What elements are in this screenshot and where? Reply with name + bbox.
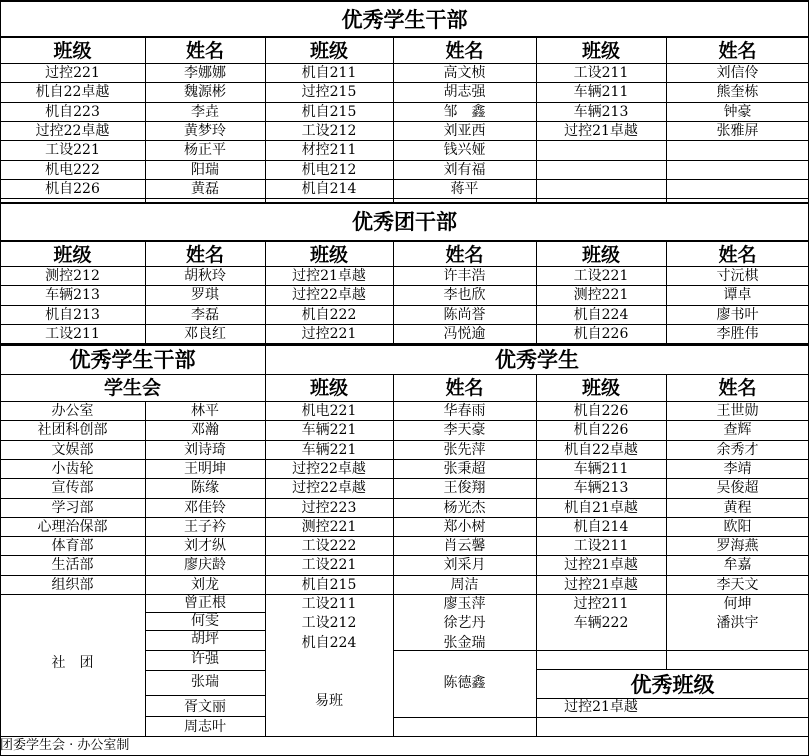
grid-line	[0, 305, 809, 306]
grid-line	[0, 555, 809, 556]
club-name-cell: 许强	[191, 651, 219, 667]
class-cell: 过控215	[301, 84, 357, 101]
class-cell: 工设212	[301, 615, 357, 632]
name-cell	[666, 141, 809, 160]
name-cell: 邓良红	[184, 325, 226, 342]
header-name: 姓名	[445, 377, 484, 399]
class-cell: 机自214	[573, 518, 629, 535]
name-cell: 阳瑞	[191, 161, 219, 178]
grid-line	[0, 102, 809, 103]
class-cell	[536, 141, 666, 160]
grid-line	[0, 594, 809, 595]
class-cell: 机自21卓越	[564, 499, 638, 516]
club-label: 社 团	[51, 655, 94, 671]
name-cell: 张金瑞	[443, 634, 486, 651]
name-cell: 陈缘	[191, 480, 219, 497]
grid-line	[0, 0, 809, 2]
name-cell: 谭卓	[723, 287, 752, 304]
name-cell: 周洁	[450, 576, 479, 593]
class-cell: 工设221	[45, 142, 100, 159]
name-cell: 肖云馨	[443, 538, 486, 555]
class-cell: 生活部	[51, 557, 94, 574]
class-cell: 过控221	[45, 65, 100, 81]
name-cell: 廖书叶	[716, 306, 759, 323]
class-cell: 工设222	[301, 538, 357, 555]
name-cell: 黄程	[723, 499, 752, 516]
class-cell: 机自226	[573, 403, 629, 419]
class-cell: 工设211	[573, 538, 629, 555]
header-class: 班级	[53, 40, 92, 62]
grid-line	[0, 344, 809, 346]
grid-line	[265, 344, 266, 736]
grid-line	[145, 240, 146, 344]
name-cell: 钱兴娅	[443, 142, 486, 159]
grid-line	[0, 478, 809, 479]
class-cell: 机自215	[301, 576, 357, 593]
class-cell: 小齿轮	[51, 460, 94, 477]
class-cell: 机自222	[301, 306, 357, 323]
grid-line	[0, 459, 809, 460]
header-class: 班级	[309, 377, 348, 399]
name-cell: 刘信伶	[716, 65, 759, 81]
class-cell: 车辆213	[573, 103, 629, 120]
name-cell: 杨正平	[184, 142, 226, 159]
class-cell: 机自224	[573, 306, 629, 323]
name-cell: 廖玉萍	[443, 596, 486, 612]
club-name-cell: 曾正根	[184, 595, 226, 611]
name-cell: 高文桢	[443, 65, 486, 81]
name-cell: 廖庆龄	[184, 557, 226, 574]
grid-line	[393, 374, 394, 736]
section1-title: 优秀学生干部	[341, 7, 468, 32]
grid-line	[145, 401, 146, 736]
class-cell: 车辆221	[301, 422, 357, 439]
class-cell	[536, 180, 666, 199]
grid-line	[0, 285, 809, 286]
grid-line	[536, 698, 809, 699]
class-cell: 工设221	[301, 557, 357, 574]
class-cell: 机自211	[301, 65, 357, 81]
name-cell: 罗琪	[191, 287, 219, 304]
name-cell: 刘采月	[443, 557, 486, 574]
name-cell: 黄磊	[191, 180, 219, 197]
name-cell	[666, 161, 809, 180]
class-cell: 过控22卓越	[292, 460, 366, 477]
grid-line	[0, 202, 809, 204]
class-cell: 心理治保部	[37, 518, 108, 535]
name-cell: 张先萍	[443, 441, 486, 458]
header-name: 姓名	[445, 40, 484, 62]
grid-line	[0, 575, 809, 576]
name-cell: 李靖	[723, 460, 752, 477]
class-cell: 机自226	[45, 180, 100, 197]
name-cell: 徐艺丹	[443, 615, 486, 632]
student-union-subtitle: 学生会	[103, 377, 161, 399]
header-class: 班级	[53, 244, 92, 266]
yiban-name: 陈德鑫	[443, 675, 486, 691]
class-cell: 体育部	[51, 538, 94, 555]
name-cell: 刘有福	[443, 161, 486, 178]
class-cell: 机自215	[301, 103, 357, 120]
class-cell: 社团科创部	[37, 422, 108, 439]
class-cell: 文娱部	[51, 441, 94, 458]
class-cell: 机电221	[301, 403, 357, 419]
best-class-value: 过控21卓越	[564, 699, 638, 715]
class-cell: 过控223	[301, 499, 357, 516]
class-cell: 学习部	[51, 499, 94, 516]
name-cell: 李胜伟	[716, 325, 759, 342]
name-cell: 刘龙	[191, 576, 219, 593]
name-cell: 李也欣	[443, 287, 486, 304]
grid-line	[536, 36, 537, 202]
class-cell: 过控221	[301, 325, 357, 342]
name-cell: 邓瀚	[191, 422, 219, 439]
grid-line	[265, 240, 266, 344]
grid-line	[0, 63, 809, 64]
grid-line	[0, 536, 809, 537]
grid-line	[0, 36, 809, 38]
grid-line	[0, 401, 809, 402]
class-cell: 车辆211	[573, 460, 629, 477]
name-cell: 黄梦玲	[184, 122, 226, 139]
name-cell: 陈尚誉	[443, 306, 486, 323]
class-cell: 过控211	[573, 596, 629, 612]
name-cell: 寸沅棋	[716, 268, 759, 284]
name-cell: 何坤	[723, 596, 752, 612]
class-cell: 工设212	[301, 122, 357, 139]
best-class-title: 优秀班级	[630, 672, 715, 697]
name-cell: 查辉	[723, 422, 752, 439]
name-cell: 邓佳铃	[184, 499, 226, 516]
section3-right-title: 优秀学生	[495, 347, 579, 372]
section2-title: 优秀团干部	[352, 209, 457, 234]
grid-line	[145, 695, 265, 696]
class-cell: 过控22卓越	[292, 480, 366, 497]
name-cell: 胡秋玲	[184, 268, 226, 284]
name-cell: 许丰浩	[443, 268, 486, 284]
class-cell: 材控211	[301, 142, 357, 159]
grid-line	[0, 498, 809, 499]
name-cell: 吴俊超	[716, 480, 759, 497]
name-cell: 冯悦逾	[443, 325, 486, 342]
name-cell: 罗海燕	[716, 538, 759, 555]
club-name-cell: 何雯	[191, 613, 219, 629]
class-cell: 工设211	[45, 325, 100, 342]
grid-line	[0, 440, 809, 441]
header-class: 班级	[309, 40, 348, 62]
grid-line	[393, 650, 809, 651]
grid-line	[0, 374, 265, 375]
class-cell: 工设221	[573, 268, 629, 284]
name-cell: 刘亚西	[443, 122, 486, 139]
grid-line	[666, 240, 667, 344]
grid-line	[145, 670, 265, 671]
grid-line	[666, 36, 667, 202]
name-cell	[666, 180, 809, 199]
name-cell: 李天豪	[443, 422, 486, 439]
grid-line	[0, 179, 809, 180]
name-cell: 邹 鑫	[443, 103, 486, 120]
class-cell: 机电212	[301, 161, 357, 178]
grid-line	[666, 374, 667, 669]
header-name: 姓名	[185, 244, 224, 266]
name-cell: 李天文	[716, 576, 759, 593]
grid-line	[393, 717, 809, 718]
grid-line	[0, 420, 809, 421]
name-cell: 牟嘉	[723, 557, 752, 574]
name-cell: 潘洪宇	[716, 615, 759, 632]
name-cell: 欧阳	[723, 518, 752, 535]
grid-line	[0, 160, 809, 161]
class-cell: 测控212	[45, 268, 100, 284]
yiban-class: 易班	[315, 693, 343, 709]
class-cell: 车辆221	[301, 441, 357, 458]
club-name-cell: 张瑞	[191, 674, 219, 690]
class-cell: 过控22卓越	[292, 287, 366, 304]
grid-line	[536, 240, 537, 344]
grid-line	[0, 121, 809, 122]
header-class: 班级	[581, 377, 620, 399]
class-cell: 车辆213	[45, 287, 100, 304]
grid-line	[0, 266, 809, 267]
class-cell: 车辆213	[573, 480, 629, 497]
header-name: 姓名	[718, 244, 757, 266]
grid-line	[536, 669, 809, 670]
class-cell: 过控21卓越	[292, 268, 366, 284]
grid-line	[393, 36, 394, 202]
class-cell: 机自214	[301, 180, 357, 197]
class-cell: 机自224	[301, 634, 357, 651]
grid-line	[145, 716, 265, 717]
name-cell: 胡志强	[443, 84, 486, 101]
name-cell: 林平	[191, 403, 219, 419]
club-name-cell: 胡坪	[191, 631, 219, 647]
name-cell: 张秉超	[443, 460, 486, 477]
header-name: 姓名	[185, 40, 224, 62]
grid-line	[0, 324, 809, 325]
footer-note: 团委学生会 · 办公室制	[0, 738, 130, 753]
grid-line	[0, 82, 809, 83]
name-cell: 华春雨	[443, 403, 486, 419]
header-name: 姓名	[445, 244, 484, 266]
grid-line	[0, 198, 809, 199]
grid-line	[0, 517, 809, 518]
name-cell: 郑小树	[443, 518, 486, 535]
grid-line	[145, 36, 146, 202]
name-cell: 刘才纵	[184, 538, 226, 555]
name-cell: 魏源彬	[184, 84, 226, 101]
class-cell: 宣传部	[51, 480, 94, 497]
class-cell: 机自226	[573, 325, 629, 342]
grid-line	[536, 374, 537, 736]
class-cell: 机自213	[45, 306, 100, 323]
grid-line	[145, 612, 265, 613]
header-class: 班级	[309, 244, 348, 266]
name-cell: 李磊	[191, 306, 219, 323]
name-cell: 刘诗琦	[184, 441, 226, 458]
name-cell: 王世勋	[716, 403, 759, 419]
class-cell: 办公室	[51, 403, 94, 419]
class-cell: 工设211	[301, 596, 357, 612]
name-cell: 杨光杰	[443, 499, 486, 516]
class-cell: 组织部	[51, 576, 94, 593]
class-cell: 工设211	[573, 65, 629, 81]
name-cell: 余秀才	[716, 441, 759, 458]
grid-line	[145, 630, 265, 631]
grid-line	[265, 374, 809, 375]
class-cell: 机自22卓越	[564, 441, 638, 458]
section3-left-title: 优秀学生干部	[69, 347, 196, 372]
header-class: 班级	[581, 244, 620, 266]
name-cell: 王俊翔	[443, 480, 486, 497]
class-cell: 机电222	[45, 161, 100, 178]
class-cell: 机自22卓越	[35, 84, 110, 101]
header-name: 姓名	[718, 40, 757, 62]
class-cell: 过控21卓越	[564, 557, 638, 574]
grid-line	[393, 240, 394, 344]
grid-line	[0, 240, 809, 242]
name-cell: 钟豪	[723, 103, 752, 120]
name-cell: 王子衿	[184, 518, 226, 535]
grid-line	[145, 650, 265, 651]
grid-line	[265, 36, 266, 202]
name-cell: 王明坤	[184, 460, 226, 477]
class-cell: 过控21卓越	[564, 576, 638, 593]
name-cell: 张雅屏	[716, 122, 759, 139]
header-class: 班级	[581, 40, 620, 62]
name-cell: 李娜娜	[184, 65, 226, 81]
grid-line	[0, 140, 809, 141]
class-cell: 车辆222	[573, 615, 629, 632]
class-cell: 车辆211	[573, 84, 629, 101]
header-name: 姓名	[718, 377, 757, 399]
name-cell: 熊奎栋	[716, 84, 759, 101]
class-cell: 过控22卓越	[35, 122, 110, 139]
club-name-cell: 胥文丽	[184, 699, 226, 715]
class-cell: 过控21卓越	[564, 122, 638, 139]
class-cell: 机自226	[573, 422, 629, 439]
class-cell: 测控221	[573, 287, 629, 304]
class-cell	[536, 161, 666, 180]
class-cell: 测控221	[301, 518, 357, 535]
club-name-cell: 周志叶	[184, 719, 226, 735]
grid-line	[0, 0, 1, 756]
class-cell: 机自223	[45, 103, 100, 120]
name-cell: 蒋平	[450, 180, 479, 197]
name-cell: 李垚	[191, 103, 219, 120]
